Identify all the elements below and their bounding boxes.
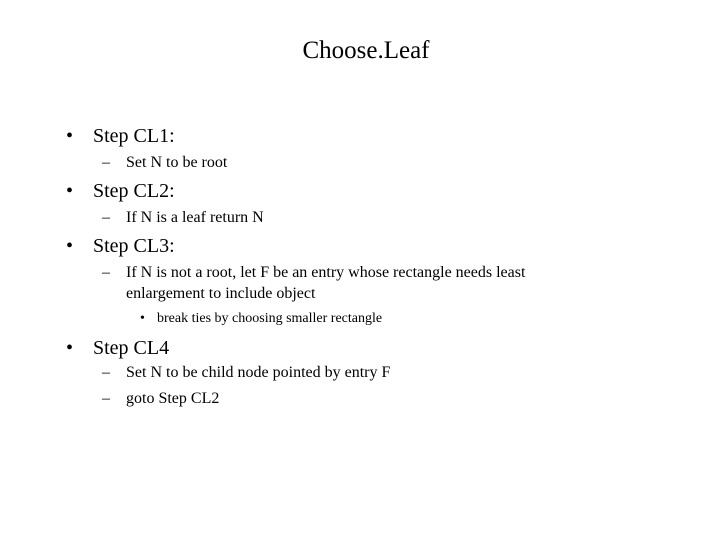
bullet-marker-small: • <box>140 311 145 326</box>
dash-marker: – <box>102 390 110 407</box>
dash-marker: – <box>102 264 110 281</box>
sub-item-not-root-line2: enlargement to include object <box>126 285 316 302</box>
dash-marker: – <box>102 209 110 226</box>
bullet-marker: • <box>66 235 74 257</box>
bullet-marker: • <box>66 180 74 202</box>
sub-item-set-child: Set N to be child node pointed by entry F <box>126 364 391 381</box>
dash-marker: – <box>102 364 110 381</box>
bullet-marker: • <box>66 125 74 147</box>
sub-item-leaf-return: If N is a leaf return N <box>126 209 264 226</box>
sub-item-set-n-root: Set N to be root <box>126 154 228 171</box>
bullet-marker: • <box>66 337 74 359</box>
sub-item-not-root-line1: If N is not a root, let F be an entry whose rectangle needs least <box>126 264 526 281</box>
bullet-step-cl4: Step CL4 <box>93 337 170 359</box>
bullet-step-cl1: Step CL1: <box>93 125 175 147</box>
sub-item-goto: goto Step CL2 <box>126 390 220 407</box>
sub-sub-item-break-ties: break ties by choosing smaller rectangle <box>157 311 383 326</box>
slide-title: Choose.Leaf <box>302 37 430 64</box>
bullet-step-cl2: Step CL2: <box>93 180 175 202</box>
dash-marker: – <box>102 154 110 171</box>
bullet-step-cl3: Step CL3: <box>93 235 175 257</box>
